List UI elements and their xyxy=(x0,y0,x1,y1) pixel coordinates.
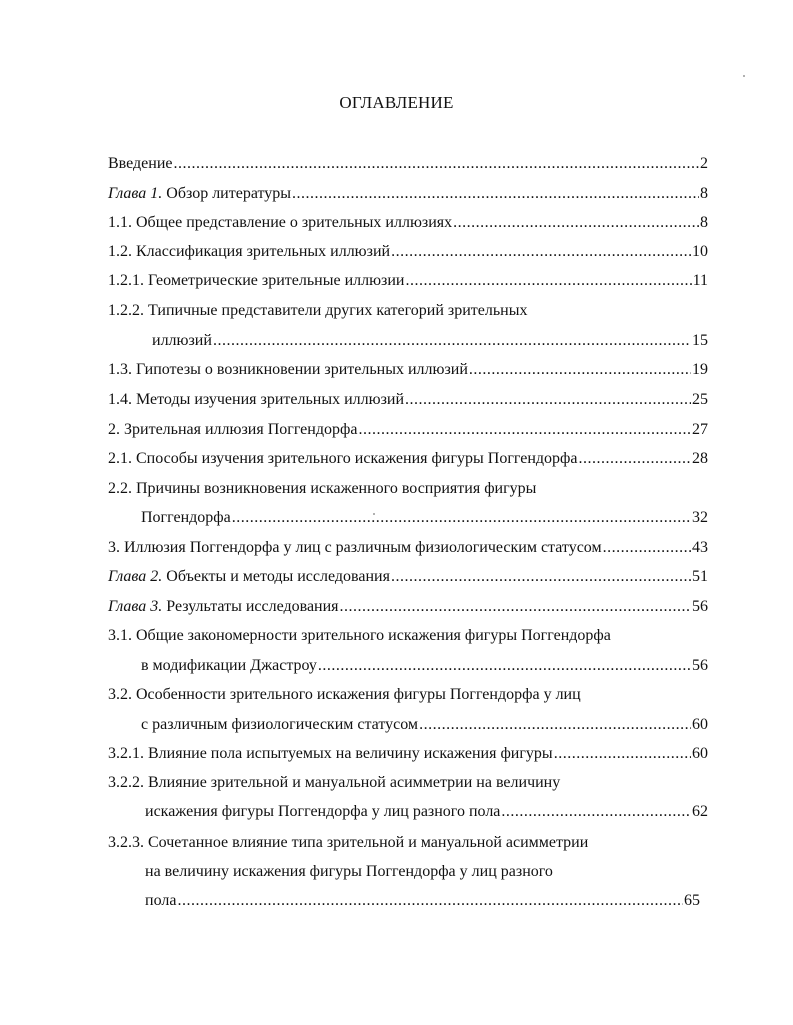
toc-entry-1-2-2: 1.2.2. Типичные представители других категорий зрительных xyxy=(108,302,528,319)
chapter-title: Объекты и методы исследования xyxy=(162,568,390,585)
toc-entry-page: 15 xyxy=(692,332,708,349)
dot-leader xyxy=(318,655,691,677)
toc-entry-text: 1.2.1. Геометрические зрительные иллюзии xyxy=(108,272,405,289)
toc-entry-1-3 xyxy=(108,359,708,381)
dot-leader xyxy=(340,596,691,618)
chapter-title: Результаты исследования xyxy=(162,598,339,615)
dot-leader xyxy=(501,801,691,823)
toc-entry-1-4 xyxy=(108,389,708,411)
toc-entry-3-2-3: 3.2.3. Сочетанное влияние типа зрительной и мануальной асимметрии xyxy=(108,834,589,851)
toc-entry-page: 25 xyxy=(692,391,708,408)
dot-leader xyxy=(406,270,692,292)
toc-entry-text: Поггендорфа xyxy=(141,509,231,526)
toc-entry-text xyxy=(108,596,339,618)
toc-entry-page: 60 xyxy=(692,716,708,733)
toc-entry-1-2-1 xyxy=(108,270,708,292)
toc-entry-chapter-3 xyxy=(108,596,708,618)
dot-leader xyxy=(213,330,691,352)
toc-entry-page: 10 xyxy=(692,243,708,260)
toc-entry-text: 3.2.1. Влияние пола испытуемых на величину искажения фигуры xyxy=(108,745,553,762)
dot-leader xyxy=(419,714,691,736)
scan-speck xyxy=(743,75,745,77)
toc-entry-text: пола xyxy=(145,892,177,909)
toc-entry-page: 62 xyxy=(692,803,708,820)
toc-entry-text xyxy=(108,183,291,205)
dot-leader xyxy=(292,183,699,205)
toc-entry-page: 2 xyxy=(700,155,708,172)
scan-speck xyxy=(373,513,375,515)
chapter-label: Глава 3. xyxy=(108,598,163,615)
toc-entry-page: 32 xyxy=(692,509,708,526)
toc-entry-page: 27 xyxy=(692,421,708,438)
toc-entry-page: 28 xyxy=(692,450,708,467)
toc-entry-1-2-2-cont xyxy=(152,330,708,352)
toc-entry-page: 19 xyxy=(692,361,708,378)
toc-entry-page: 65 xyxy=(684,892,700,909)
toc-entry-text xyxy=(108,566,390,588)
toc-entry-3-1-cont xyxy=(141,655,708,677)
toc-entry-page: 56 xyxy=(692,598,708,615)
dot-leader xyxy=(358,419,691,441)
toc-title: ОГЛАВЛЕНИЕ xyxy=(339,93,454,112)
toc-entry-2-2: 2.2. Причины возникновения искаженного восприятия фигуры xyxy=(108,480,537,497)
toc-entry-3-1: 3.1. Общие закономерности зрительного искажения фигуры Поггендорфа xyxy=(108,627,611,644)
toc-entry-chapter-1 xyxy=(108,183,708,205)
dot-leader xyxy=(174,153,700,175)
toc-entry-3-2-cont xyxy=(141,714,708,736)
dot-leader xyxy=(554,743,691,765)
toc-entry-1-2 xyxy=(108,241,708,263)
toc-entry-page: 51 xyxy=(692,568,708,585)
toc-entry-3-2-3-cont-2 xyxy=(145,890,700,912)
toc-entry-3-2-1 xyxy=(108,743,708,765)
toc-entry-3 xyxy=(108,537,708,559)
chapter-title: Обзор литературы xyxy=(162,185,292,202)
toc-entry-introduction xyxy=(108,153,708,175)
toc-entry-text: 2.1. Способы изучения зрительного искажения фигуры Поггендорфа xyxy=(108,450,578,467)
toc-entry-1-1 xyxy=(108,212,708,234)
chapter-label: Глава 2. xyxy=(108,568,163,585)
toc-entry-2-2-cont xyxy=(141,507,708,529)
toc-entry-text: иллюзий xyxy=(152,332,212,349)
dot-leader xyxy=(453,212,699,234)
toc-entry-page: 11 xyxy=(692,272,708,289)
toc-entry-2 xyxy=(108,419,708,441)
dot-leader xyxy=(391,241,691,263)
toc-entry-text: 1.2. Классификация зрительных иллюзий xyxy=(108,243,391,260)
toc-entry-text: в модификации Джастроу xyxy=(141,657,317,674)
dot-leader xyxy=(603,537,691,559)
dot-leader xyxy=(469,359,691,381)
dot-leader xyxy=(391,566,691,588)
toc-entry-text: с различным физиологическим статусом xyxy=(141,716,419,733)
toc-entry-text: искажения фигуры Поггендорфа у лиц разного пола xyxy=(145,803,501,820)
dot-leader xyxy=(405,389,691,411)
toc-entry-chapter-2 xyxy=(108,566,708,588)
dot-leader xyxy=(579,448,692,470)
toc-entry-page: 43 xyxy=(692,539,708,556)
toc-entry-3-2-2-cont xyxy=(145,801,708,823)
toc-entry-page: 56 xyxy=(692,657,708,674)
toc-entry-page: 60 xyxy=(692,745,708,762)
dot-leader xyxy=(177,890,683,912)
toc-entry-page: 8 xyxy=(700,185,708,202)
toc-entry-text: Введение xyxy=(108,155,173,172)
toc-entry-3-2-2: 3.2.2. Влияние зрительной и мануальной асимметрии на величину xyxy=(108,774,561,791)
toc-entry-text: 1.4. Методы изучения зрительных иллюзий xyxy=(108,391,405,408)
toc-entry-text: 1.3. Гипотезы о возникновении зрительных иллюзий xyxy=(108,361,468,378)
toc-entry-text: 3. Иллюзия Поггендорфа у лиц с различным физиологическим статусом xyxy=(108,539,602,556)
dot-leader xyxy=(232,507,691,529)
toc-entry-3-2: 3.2. Особенности зрительного искажения фигуры Поггендорфа у лиц xyxy=(108,686,581,703)
toc-entry-text: 1.1. Общее представление о зрительных иллюзиях xyxy=(108,214,453,231)
toc-entry-3-2-3-cont: на величину искажения фигуры Поггендорфа у лиц разного xyxy=(145,863,553,880)
toc-entry-page: 8 xyxy=(700,214,708,231)
toc-entry-text: 2. Зрительная иллюзия Поггендорфа xyxy=(108,421,358,438)
toc-entry-2-1 xyxy=(108,448,708,470)
chapter-label: Глава 1. xyxy=(108,185,163,202)
